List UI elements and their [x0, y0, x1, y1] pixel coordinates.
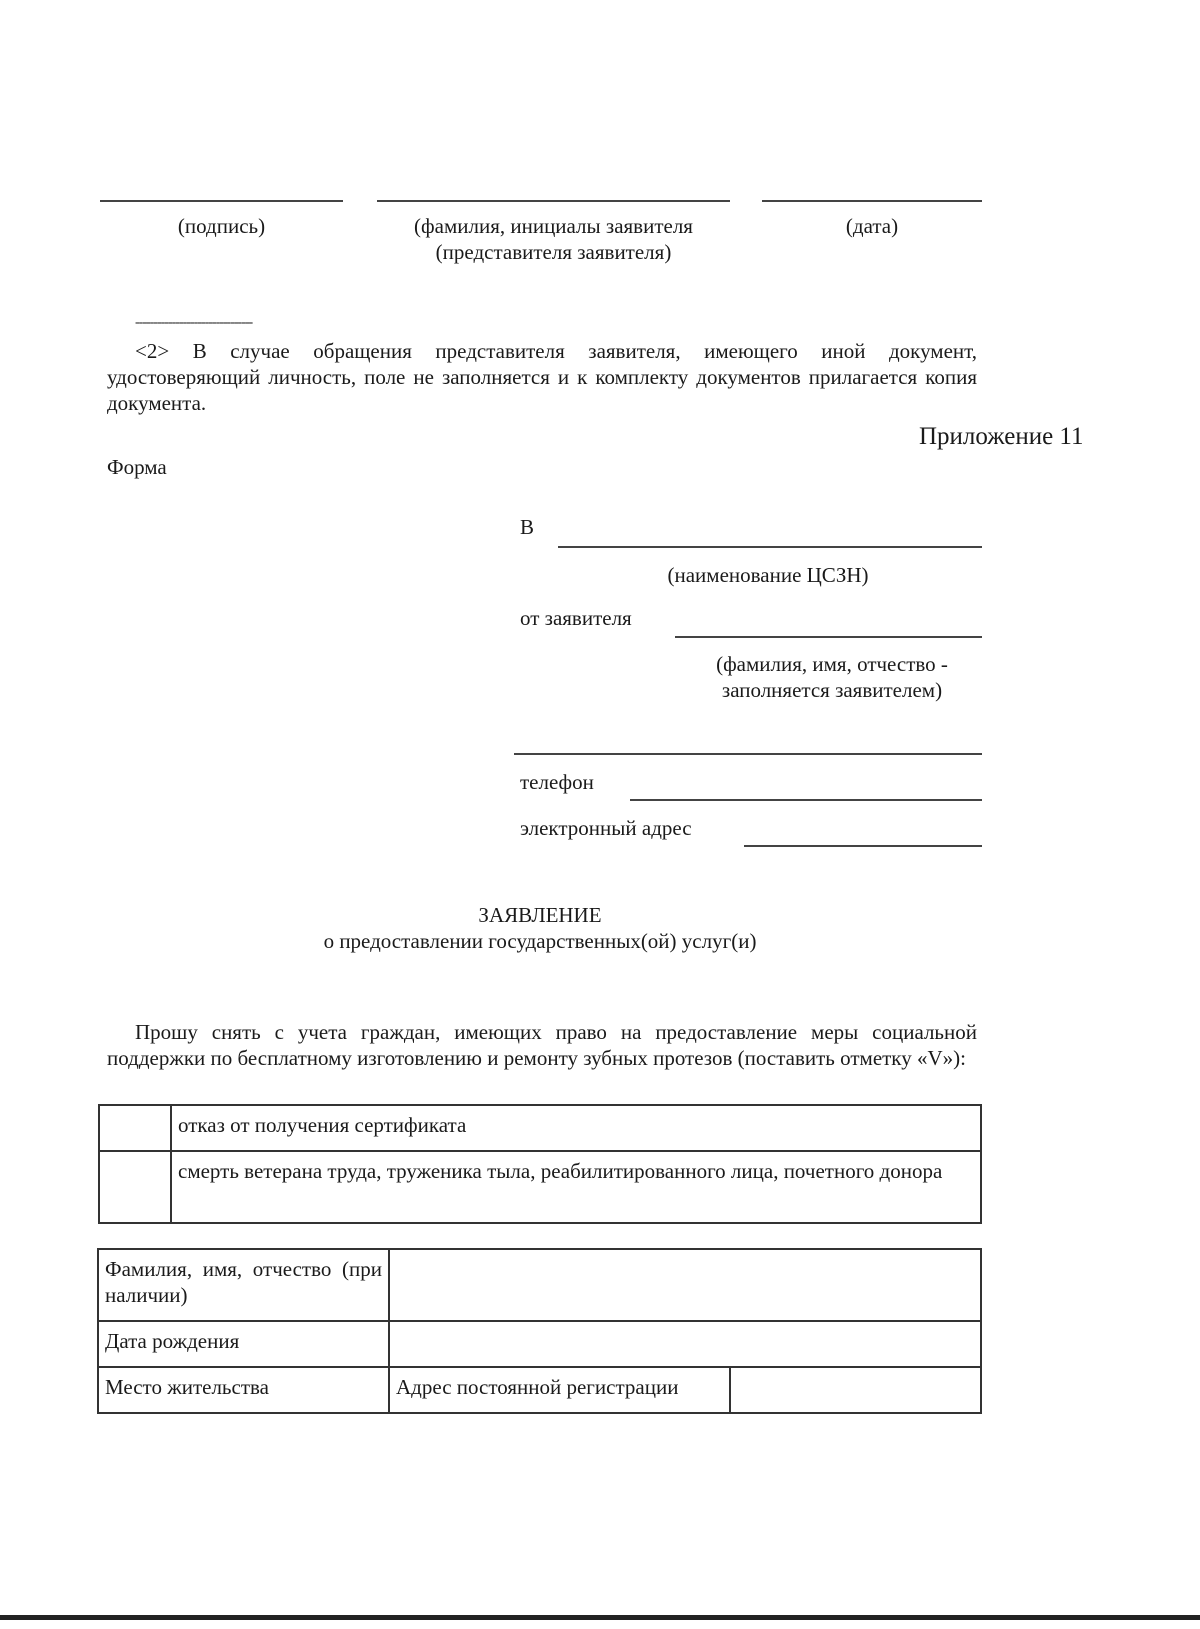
birth-date-label: Дата рождения	[98, 1321, 389, 1367]
footnote-text: <2> В случае обращения представителя заявителя, имеющего иной документ, удостоверяющий личность, поле не заполняется и к комплекту документов прилагается копия документа.	[107, 339, 977, 415]
reason-checkbox[interactable]	[99, 1151, 171, 1223]
applicant-extra-line[interactable]	[514, 753, 982, 755]
document-subtitle: о предоставлении государственных(ой) услуг(и)	[323, 929, 757, 953]
to-prefix: В	[520, 515, 535, 539]
signature-caption: (подпись)	[177, 214, 266, 238]
request-text: Прошу снять с учета граждан, имеющих право на предоставление меры социальной поддержки по бесплатному изготовлению и ремонту зубных протезов (поставить отметку «V»):	[107, 1020, 977, 1070]
applicant-fio-line[interactable]	[675, 636, 982, 638]
appendix-title: Приложение 11	[919, 423, 1084, 450]
reason-checkbox[interactable]	[99, 1105, 171, 1151]
applicant-table	[97, 1248, 982, 1414]
table-row	[98, 1367, 981, 1413]
birth-date-value-cell[interactable]	[389, 1321, 981, 1367]
fio-value-cell[interactable]	[389, 1249, 981, 1321]
registration-label: Адрес постоянной регистрации	[389, 1367, 730, 1413]
email-label: электронный адрес	[520, 816, 692, 840]
scan-edge	[0, 1615, 1200, 1620]
signature-line[interactable]	[100, 200, 343, 202]
table-row	[98, 1249, 981, 1321]
reasons-table	[98, 1104, 982, 1224]
date-line[interactable]	[762, 200, 982, 202]
email-line[interactable]	[744, 845, 982, 847]
reason-row	[99, 1151, 981, 1223]
fio-label: Фамилия, имя, отчество (при наличии)	[98, 1249, 389, 1321]
org-name-line[interactable]	[558, 546, 982, 548]
from-label: от заявителя	[520, 606, 632, 630]
table-row	[98, 1321, 981, 1367]
fio-caption-line1: (фамилия, имя, отчество -	[716, 652, 948, 676]
registration-value-cell[interactable]	[730, 1367, 981, 1413]
form-label: Форма	[107, 455, 167, 479]
applicant-name-caption-line2: (представителя заявителя)	[435, 240, 672, 264]
reason-row	[99, 1105, 981, 1151]
phone-label: телефон	[520, 770, 594, 794]
residence-label: Место жительства	[98, 1367, 389, 1413]
org-caption: (наименование ЦСЗН)	[667, 563, 869, 587]
date-caption: (дата)	[845, 214, 899, 238]
document-title: ЗАЯВЛЕНИЕ	[478, 903, 602, 927]
reason-label: смерть ветерана труда, труженика тыла, реабилитированного лица, почетного донора	[171, 1151, 981, 1223]
applicant-name-line[interactable]	[377, 200, 730, 202]
phone-line[interactable]	[630, 799, 982, 801]
applicant-name-caption-line1: (фамилия, инициалы заявителя	[414, 214, 693, 238]
fio-caption-line2: заполняется заявителем)	[721, 678, 943, 702]
footnote-separator: --------------------------------	[135, 315, 253, 330]
reason-label: отказ от получения сертификата	[171, 1105, 981, 1151]
